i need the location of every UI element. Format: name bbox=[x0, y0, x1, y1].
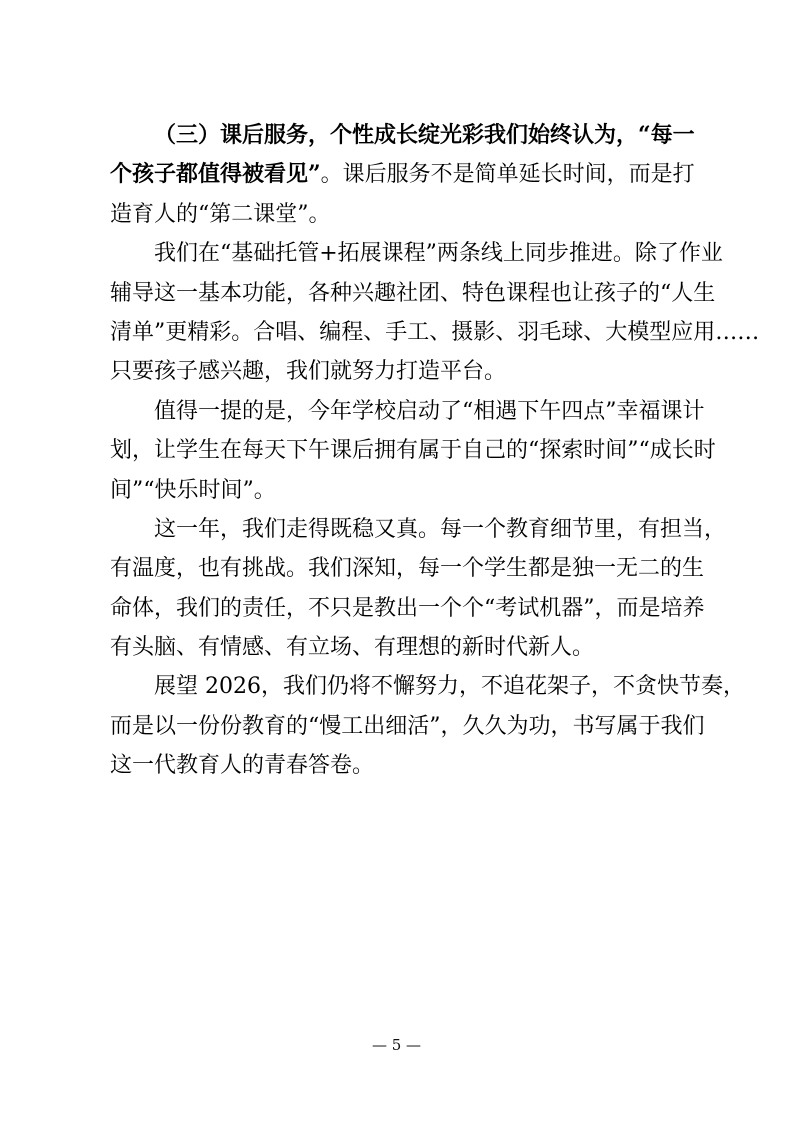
text-segment: 间”“快乐时间”。 bbox=[110, 477, 276, 503]
document-body bbox=[110, 116, 760, 786]
text-segment: 值得一提的是，今年学校启动了“相遇下午四点”幸福课计 bbox=[154, 398, 705, 424]
text-line bbox=[110, 667, 745, 706]
text-line bbox=[110, 352, 685, 391]
paragraph bbox=[110, 510, 727, 668]
text-line bbox=[110, 628, 685, 667]
text-segment: 。课后服务不是简单延长时间，而是打 bbox=[320, 162, 695, 188]
paragraph bbox=[110, 116, 695, 234]
text-line bbox=[110, 471, 685, 510]
text-segment: 命体，我们的责任，不只是教出一个个“考试机器”，而是培养 bbox=[110, 595, 705, 621]
text-line bbox=[110, 549, 705, 588]
text-segment: 划，让学生在每天下午课后拥有属于自己的“探索时间”“成长时 bbox=[110, 438, 716, 464]
bold-text: 个孩子都值得被看见” bbox=[110, 161, 321, 188]
text-line bbox=[110, 155, 695, 194]
text-line bbox=[110, 274, 716, 313]
text-line bbox=[110, 195, 685, 234]
text-segment: 只要孩子感兴趣，我们就努力打造平台。 bbox=[110, 359, 507, 385]
text-line bbox=[110, 707, 705, 746]
text-segment: 辅导这一基本功能，各种兴趣社团、特色课程也让孩子的“人生 bbox=[110, 280, 716, 306]
text-segment: 清单”更精彩。合唱、编程、手工、摄影、羽毛球、大模型应用…… bbox=[110, 319, 760, 345]
bold-text: （三）课后服务，个性成长绽光彩我们始终认为，“每一 bbox=[154, 122, 695, 148]
text-segment: 这一代教育人的青春答卷。 bbox=[110, 753, 375, 779]
text-segment: 展望 2026，我们仍将不懈努力，不追花架子，不贪快节奏， bbox=[154, 674, 745, 700]
text-line bbox=[110, 746, 685, 785]
text-segment: 而是以一份份教育的“慢工出细活”，久久为功，书写属于我们 bbox=[110, 713, 705, 739]
text-segment: 我们在“基础托管+拓展课程”两条线上同步推进。除了作业 bbox=[154, 241, 723, 267]
text-segment: 有温度，也有挑战。我们深知，每一个学生都是独一无二的生 bbox=[110, 556, 705, 582]
text-line bbox=[110, 431, 716, 470]
paragraph bbox=[110, 392, 716, 510]
text-segment: 有头脑、有情感、有立场、有理想的新时代新人。 bbox=[110, 635, 595, 661]
paragraph bbox=[110, 234, 760, 392]
page-number: — 5 — bbox=[371, 1036, 422, 1054]
text-line bbox=[110, 116, 695, 155]
paragraph bbox=[110, 667, 745, 785]
text-line bbox=[110, 510, 727, 549]
text-line bbox=[110, 392, 705, 431]
text-segment: 造育人的“第二课堂”。 bbox=[110, 201, 331, 227]
text-line bbox=[110, 234, 723, 273]
text-line bbox=[110, 589, 705, 628]
text-line bbox=[110, 313, 760, 352]
text-segment: 这一年，我们走得既稳又真。每一个教育细节里，有担当， bbox=[154, 516, 727, 542]
